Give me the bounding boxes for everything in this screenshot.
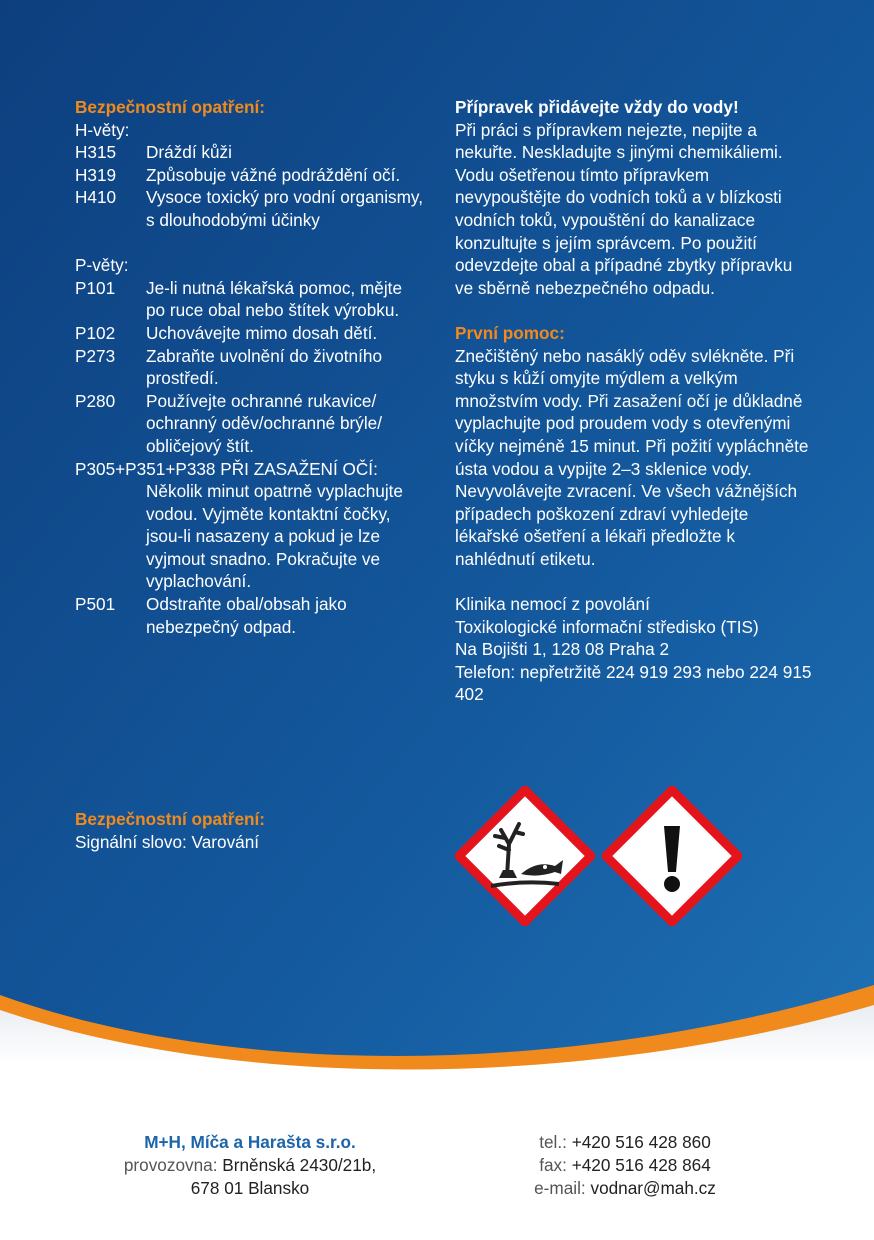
h-code: H319	[75, 164, 117, 185]
p-code: P501	[75, 594, 116, 615]
h-statement	[75, 186, 425, 231]
h-text: Vysoce toxický pro vodní organismy, s dlouhodobými účinky	[146, 187, 424, 230]
first-aid-text: Znečištěný nebo nasáklý oděv svlékněte. Při styku s kůží omyjte mýdlem a velkým množstvím vody. Při zasažení očí je důkladně vyplachujte pod proudem vody s otevřenými víčky nejméně 15 minut. Při požití vypláchněte ústa vodou a vypijte 2–3 sklenice vody. Nevyvolávejte zvracení. Ve všech vážnějších případech poškození zdraví vyhledejte lékařské ošetření a lékaři předložte k nahlédnutí etiketu.	[455, 345, 809, 569]
fax-value: +420 516 428 864	[571, 1155, 711, 1175]
email-label: e-mail:	[534, 1178, 586, 1198]
usage-text: Při práci s přípravkem nejezte, nepijte a nekuřte. Neskladujte s jinými chemikáliemi. Vodu ošetřenou tímto přípravkem nevypouštějte do vodních toků a v blízkosti vodních toků, vypouštění do kanalizace konzultujte s jejím správcem. Po použití odevzdejte obal a případné zbytky přípravku ve sběrně nebezpečného odpadu.	[455, 119, 793, 298]
safety-heading: Bezpečnostní opatření:	[75, 97, 266, 117]
company-name: M+H, Míča a Harašta s.r.o.	[144, 1132, 356, 1152]
right-column	[455, 96, 815, 706]
exclamation-hazard-icon	[602, 786, 742, 926]
phone-line	[470, 1131, 780, 1154]
clinic-center: Toxikologické informační středisko (TIS)	[455, 616, 759, 637]
p-text: Odstraňte obal/obsah jako nebezpečný odpad.	[146, 594, 347, 637]
h-statement	[75, 164, 425, 187]
footer-contact-block	[470, 1131, 780, 1200]
clinic-address: Na Bojišti 1, 128 08 Praha 2	[455, 639, 670, 660]
p-text: Uchovávejte mimo dosah dětí.	[146, 322, 378, 343]
p-statements-title: P-věty:	[75, 255, 129, 276]
environment-hazard-icon	[455, 786, 595, 926]
h-text: Dráždí kůži	[146, 142, 232, 163]
clinic-name: Klinika nemocí z povolání	[455, 594, 650, 615]
footer-company-block	[100, 1131, 400, 1200]
email-link[interactable]: vodnar@mah.cz	[590, 1178, 716, 1198]
address-label: provozovna:	[123, 1155, 218, 1175]
usage-heading: Přípravek přidávejte vždy do vody!	[455, 97, 739, 117]
tel-label: tel.:	[539, 1132, 567, 1152]
address-street: Brněnská 2430/21b,	[222, 1155, 377, 1175]
p305-line: P305+P351+P338 PŘI ZASAŽENÍ OČÍ:	[75, 458, 378, 479]
signal-section	[75, 808, 265, 853]
p-code: P280	[75, 390, 116, 411]
first-aid-heading: První pomoc:	[455, 322, 565, 343]
email-line	[470, 1177, 780, 1200]
p-statement	[75, 345, 425, 390]
p-statement	[75, 593, 425, 638]
p-code: P101	[75, 277, 116, 298]
p-text: Je-li nutná lékařská pomoc, mějte po ruce obal nebo štítek výrobku.	[146, 277, 403, 321]
signal-word: Signální slovo: Varování	[75, 831, 260, 852]
p-text: Zabraňte uvolnění do životního prostředí.	[146, 345, 383, 389]
p-code: P102	[75, 322, 116, 343]
p-statement	[75, 390, 425, 458]
left-column	[75, 96, 425, 638]
p-text: Používejte ochranné rukavice/ ochranný oděv/ochranné brýle/ obličejový štít.	[146, 390, 383, 456]
company-address	[100, 1154, 400, 1177]
p305-text: Několik minut opatrně vyplachujte vodou. Vyjměte kontaktní čočky, jsou-li nasazeny a pokud je lze vyjmout snadno. Pokračujte ve vyplachování.	[146, 481, 403, 592]
tel-value: +420 516 428 860	[571, 1132, 711, 1152]
signal-heading: Bezpečnostní opatření:	[75, 809, 266, 829]
fax-label: fax:	[539, 1155, 567, 1175]
h-statement	[75, 141, 425, 164]
clinic-phone: Telefon: nepřetržitě 224 919 293 nebo 224 915 402	[455, 661, 812, 705]
h-statements-title: H-věty:	[75, 119, 130, 140]
fax-line	[470, 1154, 780, 1177]
h-code: H410	[75, 187, 117, 208]
p-statement	[75, 322, 425, 345]
p-code: P273	[75, 345, 116, 366]
address-city: 678 01 Blansko	[190, 1178, 310, 1198]
p-statement	[75, 277, 425, 322]
h-text: Způsobuje vážné podráždění očí.	[146, 164, 401, 185]
h-code: H315	[75, 142, 117, 163]
